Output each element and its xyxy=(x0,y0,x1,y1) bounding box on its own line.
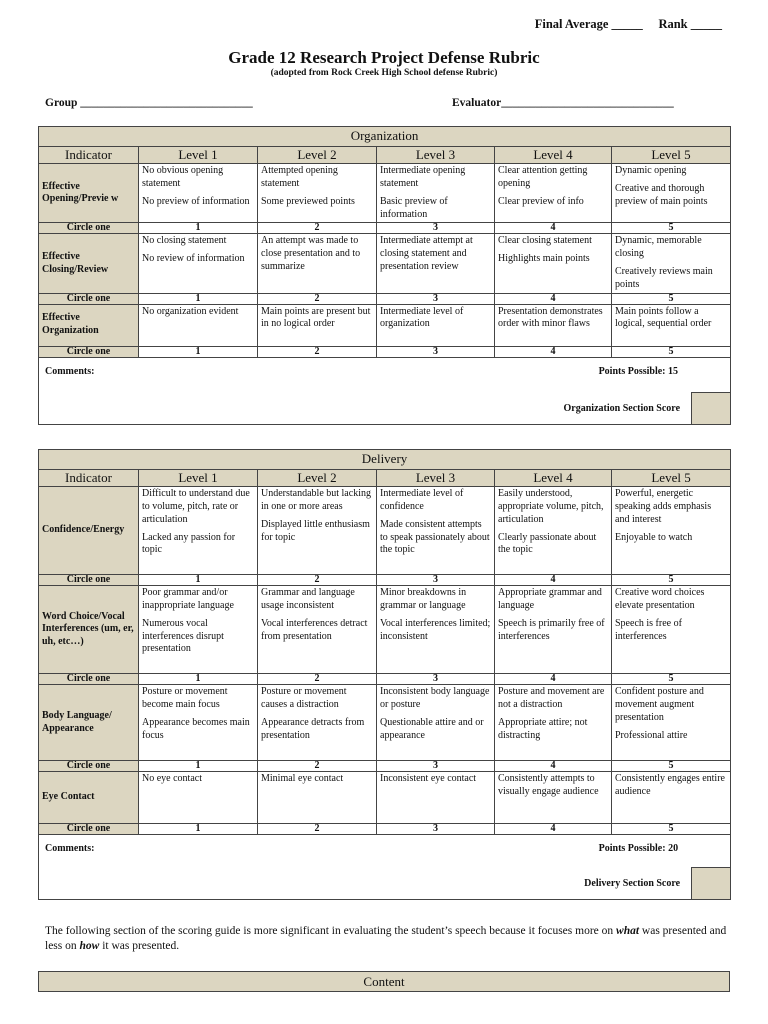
descriptor-text: Clear attention getting opening xyxy=(498,165,588,190)
descriptor-text: Consistently attempts to visually engage audience xyxy=(498,773,599,798)
descriptor-text: Understandable but lacking in one or more areas xyxy=(261,488,371,513)
level-2-descriptor xyxy=(258,304,377,346)
content-section-title: Content xyxy=(38,971,730,992)
descriptor-text: Inconsistent eye contact xyxy=(380,773,477,785)
descriptor-text: Numerous vocal interferences disrupt presentation xyxy=(142,617,224,655)
descriptor-text: Some previewed points xyxy=(261,195,355,207)
points-possible: Points Possible: 15 xyxy=(598,365,679,377)
score-option-1[interactable]: 1 xyxy=(139,575,258,586)
level-5-descriptor xyxy=(612,487,731,575)
descriptor-text: Intermediate level of confidence xyxy=(380,488,464,513)
circle-one-label: Circle one xyxy=(39,761,139,772)
delivery-footer xyxy=(39,835,731,900)
instruction-note xyxy=(45,924,730,954)
score-option-5[interactable]: 5 xyxy=(612,223,731,234)
final-average-rank xyxy=(0,17,722,32)
level-1-descriptor xyxy=(139,772,258,824)
note-text-2: was presented and less on xyxy=(45,925,727,952)
rubric-row xyxy=(39,234,731,293)
descriptor-text: Basic preview of information xyxy=(380,195,448,220)
descriptor-text: Clear closing statement xyxy=(498,235,592,247)
descriptor-text: Grammar and language usage inconsistent xyxy=(261,587,355,612)
level-4-descriptor xyxy=(495,772,612,824)
level-4-header: Level 4 xyxy=(495,469,612,487)
organization-footer xyxy=(39,357,731,424)
level-5-header: Level 5 xyxy=(612,469,731,487)
score-option-2[interactable]: 2 xyxy=(258,346,377,357)
level-3-descriptor xyxy=(377,487,495,575)
level-2-descriptor xyxy=(258,487,377,575)
level-5-descriptor xyxy=(612,772,731,824)
comments-label[interactable]: Comments: xyxy=(45,843,95,855)
descriptor-text: Intermediate attempt at closing statement and presentation review xyxy=(380,235,473,273)
descriptor-text: Minimal eye contact xyxy=(261,773,344,785)
descriptor-text: Appropriate grammar and language xyxy=(498,587,602,612)
comments-label[interactable]: Comments: xyxy=(45,365,95,377)
indicator-header: Indicator xyxy=(39,146,139,164)
score-option-4[interactable]: 4 xyxy=(495,223,612,234)
points-possible: Points Possible: 20 xyxy=(598,843,679,855)
level-3-header: Level 3 xyxy=(377,469,495,487)
level-1-descriptor xyxy=(139,164,258,223)
descriptor-text: Main points are present but in no logical order xyxy=(261,305,371,330)
level-5-descriptor xyxy=(612,685,731,761)
level-3-descriptor xyxy=(377,685,495,761)
rubric-row xyxy=(39,586,731,674)
section-score-label: Delivery Section Score xyxy=(584,878,681,890)
level-2-header: Level 2 xyxy=(258,146,377,164)
note-text-3: it was presented. xyxy=(99,939,180,952)
descriptor-text: Poor grammar and/or inappropriate language xyxy=(142,587,234,612)
score-option-4[interactable]: 4 xyxy=(495,293,612,304)
note-emphasis-how: how xyxy=(79,939,100,952)
score-option-5[interactable]: 5 xyxy=(612,824,731,835)
level-4-descriptor xyxy=(495,304,612,346)
descriptor-text: No obvious opening statement xyxy=(142,165,224,190)
level-3-header: Level 3 xyxy=(377,146,495,164)
descriptor-text: No preview of information xyxy=(142,195,250,207)
circle-one-label: Circle one xyxy=(39,346,139,357)
level-2-descriptor xyxy=(258,685,377,761)
indicator-label: Effective Closing/Review xyxy=(39,234,139,293)
circle-one-label: Circle one xyxy=(39,674,139,685)
score-option-4[interactable]: 4 xyxy=(495,824,612,835)
indicator-label: Effective Organization xyxy=(39,304,139,346)
level-2-header: Level 2 xyxy=(258,469,377,487)
level-3-descriptor xyxy=(377,164,495,223)
score-option-3[interactable]: 3 xyxy=(377,346,495,357)
score-option-5[interactable]: 5 xyxy=(612,674,731,685)
descriptor-text: Appearance detracts from presentation xyxy=(261,716,365,741)
level-2-descriptor xyxy=(258,586,377,674)
level-1-descriptor xyxy=(139,234,258,293)
score-option-1[interactable]: 1 xyxy=(139,674,258,685)
level-1-header: Level 1 xyxy=(139,146,258,164)
level-1-descriptor xyxy=(139,487,258,575)
level-5-descriptor xyxy=(612,586,731,674)
descriptor-text: Consistently engages entire audience xyxy=(615,773,725,798)
level-1-header: Level 1 xyxy=(139,469,258,487)
score-option-5[interactable]: 5 xyxy=(612,293,731,304)
level-4-descriptor xyxy=(495,164,612,223)
level-4-descriptor xyxy=(495,487,612,575)
score-option-1[interactable]: 1 xyxy=(139,824,258,835)
descriptor-text: Enjoyable to watch xyxy=(615,531,693,543)
rubric-row xyxy=(39,772,731,824)
level-3-descriptor xyxy=(377,772,495,824)
descriptor-text: Confident posture and movement augment presentation xyxy=(615,686,704,723)
score-option-4[interactable]: 4 xyxy=(495,346,612,357)
score-option-2[interactable]: 2 xyxy=(258,674,377,685)
score-option-1[interactable]: 1 xyxy=(139,346,258,357)
score-option-3[interactable]: 3 xyxy=(377,674,495,685)
descriptor-text: No closing statement xyxy=(142,235,227,247)
level-5-descriptor xyxy=(612,304,731,346)
score-option-2[interactable]: 2 xyxy=(258,223,377,234)
level-4-descriptor xyxy=(495,586,612,674)
score-option-3[interactable]: 3 xyxy=(377,824,495,835)
level-5-descriptor xyxy=(612,234,731,293)
note-emphasis-what: what xyxy=(616,925,640,937)
score-option-4[interactable]: 4 xyxy=(495,761,612,772)
descriptor-text: Displayed little enthusiasm for topic xyxy=(261,518,370,543)
level-1-descriptor xyxy=(139,586,258,674)
delivery-table xyxy=(38,449,731,900)
descriptor-text: Posture and movement are not a distraction xyxy=(498,686,605,711)
descriptor-text: Highlights main points xyxy=(498,253,590,265)
evaluator-field[interactable]: Evaluator______________________________ xyxy=(452,97,674,109)
descriptor-text: Attempted opening statement xyxy=(261,165,338,190)
descriptor-text: Creative and thorough preview of main points xyxy=(615,183,708,207)
descriptor-text: Questionable attire and or appearance xyxy=(380,716,484,741)
descriptor-text: Vocal interferences detract from presentation xyxy=(261,617,368,642)
indicator-header: Indicator xyxy=(39,469,139,487)
level-2-descriptor xyxy=(258,234,377,293)
indicator-label: Word Choice/Vocal Interferences (um, er, uh, etc…) xyxy=(39,586,139,674)
level-5-descriptor xyxy=(612,164,731,223)
descriptor-text: An attempt was made to close presentation and to summarize xyxy=(261,235,361,273)
circle-one-label: Circle one xyxy=(39,293,139,304)
descriptor-text: No review of information xyxy=(142,253,245,265)
score-option-1[interactable]: 1 xyxy=(139,761,258,772)
score-option-5[interactable]: 5 xyxy=(612,346,731,357)
descriptor-text: Presentation demonstrates order with minor flaws xyxy=(498,305,603,330)
circle-one-label: Circle one xyxy=(39,575,139,586)
level-2-descriptor xyxy=(258,772,377,824)
indicator-label: Body Language/ Appearance xyxy=(39,685,139,761)
score-option-3[interactable]: 3 xyxy=(377,575,495,586)
score-option-3[interactable]: 3 xyxy=(377,293,495,304)
score-option-4[interactable]: 4 xyxy=(495,575,612,586)
level-3-descriptor xyxy=(377,304,495,346)
score-option-2[interactable]: 2 xyxy=(258,575,377,586)
descriptor-text: Speech is free of interferences xyxy=(615,617,682,642)
descriptor-text: Posture or movement become main focus xyxy=(142,686,228,711)
rubric-row xyxy=(39,164,731,223)
descriptor-text: Made consistent attempts to speak passionately about the topic xyxy=(380,518,490,556)
descriptor-text: Clear preview of info xyxy=(498,195,584,207)
descriptor-text: Difficult to understand due to volume, pitch, rate or articulation xyxy=(142,488,250,525)
score-option-5[interactable]: 5 xyxy=(612,761,731,772)
page-subtitle: (adopted from Rock Creek High School defense Rubric) xyxy=(270,68,498,78)
organization-table xyxy=(38,126,731,425)
section-score-box[interactable] xyxy=(691,392,730,424)
score-option-3[interactable]: 3 xyxy=(377,223,495,234)
level-1-descriptor xyxy=(139,685,258,761)
descriptor-text: Main points follow a logical, sequential order xyxy=(615,305,712,330)
level-4-descriptor xyxy=(495,685,612,761)
group-field[interactable]: Group ______________________________ xyxy=(45,97,253,109)
circle-one-label: Circle one xyxy=(39,223,139,234)
indicator-label: Eye Contact xyxy=(39,772,139,824)
rubric-row xyxy=(39,487,731,575)
level-3-descriptor xyxy=(377,586,495,674)
final-average-field[interactable]: Final Average _____ xyxy=(534,17,643,31)
level-4-descriptor xyxy=(495,234,612,293)
descriptor-text: Creatively reviews main points xyxy=(615,266,713,290)
descriptor-text: Appearance becomes main focus xyxy=(142,716,250,741)
descriptor-text: Intermediate level of organization xyxy=(380,305,464,330)
descriptor-text: Appropriate attire; not distracting xyxy=(498,716,588,741)
level-5-header: Level 5 xyxy=(612,146,731,164)
level-4-header: Level 4 xyxy=(495,146,612,164)
descriptor-text: No organization evident xyxy=(142,305,239,317)
note-text-1: The following section of the scoring guide is more significant in evaluating the student’s speech because it focuses more on xyxy=(45,925,617,937)
descriptor-text: Intermediate opening statement xyxy=(380,165,466,190)
descriptor-text: Vocal interferences limited; inconsistent xyxy=(380,617,491,642)
descriptor-text: Dynamic opening xyxy=(615,165,687,177)
score-option-1[interactable]: 1 xyxy=(139,223,258,234)
level-1-descriptor xyxy=(139,304,258,346)
organization-section-title: Organization xyxy=(39,127,731,147)
circle-one-label: Circle one xyxy=(39,824,139,835)
descriptor-text: No eye contact xyxy=(142,773,202,785)
level-2-descriptor xyxy=(258,164,377,223)
descriptor-text: Clearly passionate about the topic xyxy=(498,531,597,556)
level-3-descriptor xyxy=(377,234,495,293)
indicator-label: Effective Opening/Previe w xyxy=(39,164,139,223)
descriptor-text: Speech is primarily free of interferences xyxy=(498,617,605,642)
score-option-5[interactable]: 5 xyxy=(612,575,731,586)
descriptor-text: Powerful, energetic speaking adds emphasis and interest xyxy=(615,488,712,525)
descriptor-text: Professional attire xyxy=(615,729,688,741)
rank-field[interactable]: Rank _____ xyxy=(658,17,722,31)
section-score-label: Organization Section Score xyxy=(563,402,681,414)
indicator-label: Confidence/Energy xyxy=(39,487,139,575)
descriptor-text: Inconsistent body language or posture xyxy=(380,686,490,711)
page-title: Grade 12 Research Project Defense Rubric xyxy=(228,48,540,67)
score-option-3[interactable]: 3 xyxy=(377,761,495,772)
rubric-row xyxy=(39,304,731,346)
rubric-row xyxy=(39,685,731,761)
descriptor-text: Posture or movement causes a distraction xyxy=(261,686,347,711)
section-score-box[interactable] xyxy=(691,867,730,899)
descriptor-text: Lacked any passion for topic xyxy=(142,531,236,556)
delivery-section-title: Delivery xyxy=(39,450,731,470)
score-option-2[interactable]: 2 xyxy=(258,824,377,835)
descriptor-text: Easily understood, appropriate volume, pitch, articulation xyxy=(498,488,604,525)
descriptor-text: Creative word choices elevate presentation xyxy=(615,587,705,612)
score-option-2[interactable]: 2 xyxy=(258,761,377,772)
descriptor-text: Dynamic, memorable closing xyxy=(615,235,702,260)
score-option-4[interactable]: 4 xyxy=(495,674,612,685)
score-option-2[interactable]: 2 xyxy=(258,293,377,304)
score-option-1[interactable]: 1 xyxy=(139,293,258,304)
descriptor-text: Minor breakdowns in grammar or language xyxy=(380,587,467,612)
